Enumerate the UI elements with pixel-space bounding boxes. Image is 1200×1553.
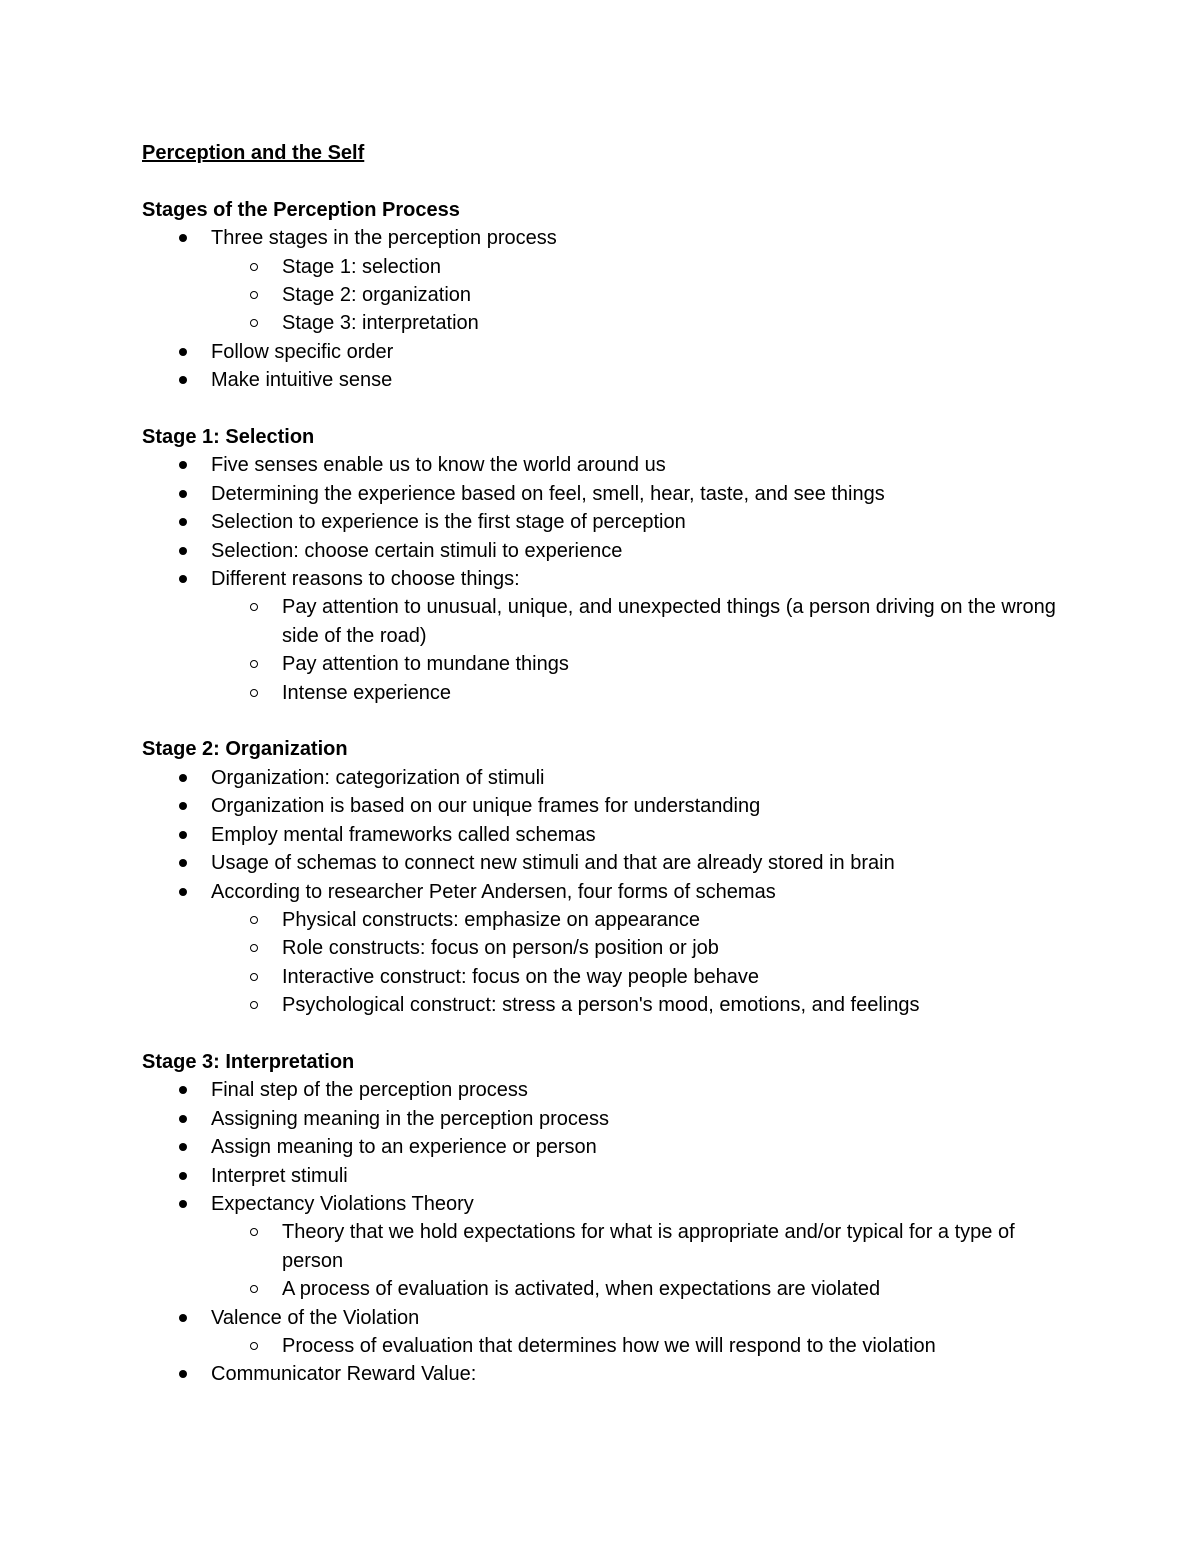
list-item-text: Different reasons to choose things: (211, 568, 520, 591)
sub-list-item (142, 1332, 1072, 1360)
filled-bullet-icon (179, 376, 187, 384)
filled-bullet-icon (179, 802, 187, 810)
hollow-bullet-icon (250, 660, 258, 668)
filled-bullet-icon (179, 1200, 187, 1208)
list-item (142, 1304, 1072, 1332)
filled-bullet-icon (179, 831, 187, 839)
list-item (142, 821, 1072, 849)
list-item-text: Assigning meaning in the perception process (211, 1107, 610, 1130)
list-item-text: Final step of the perception process (211, 1079, 528, 1102)
hollow-bullet-icon (250, 263, 258, 271)
hollow-bullet-icon (250, 1342, 258, 1350)
section (142, 423, 1072, 735)
bullet-list (142, 764, 1072, 1020)
sub-list-item-text: Role constructs: focus on person/s position or job (282, 937, 719, 960)
list-item (142, 508, 1072, 536)
document-title: Perception and the Self (142, 142, 365, 164)
spacer (142, 167, 1072, 195)
list-item-text: Determining the experience based on feel, smell, hear, taste, and see things (211, 482, 885, 505)
section-heading: Stage 3: Interpretation (142, 1050, 355, 1073)
hollow-bullet-icon (250, 689, 258, 697)
filled-bullet-icon (179, 1143, 187, 1151)
list-item (142, 366, 1072, 394)
sub-list-item (142, 281, 1072, 309)
filled-bullet-icon (179, 1086, 187, 1094)
section (142, 735, 1072, 1047)
list-item-text: According to researcher Peter Andersen, four forms of schemas (211, 880, 776, 903)
sub-list-item-text: Process of evaluation that determines how we will respond to the violation (282, 1335, 936, 1357)
list-item-text: Follow specific order (211, 340, 394, 363)
section-heading: Stage 2: Organization (142, 738, 348, 761)
list-item (142, 1360, 1072, 1388)
list-item (142, 338, 1072, 366)
filled-bullet-icon (179, 774, 187, 782)
sub-list-item (142, 1218, 1072, 1275)
list-item-text: Three stages in the perception process (211, 227, 557, 250)
list-item (142, 480, 1072, 508)
hollow-bullet-icon (250, 319, 258, 327)
list-item-text: Communicator Reward Value: (211, 1363, 477, 1386)
filled-bullet-icon (179, 1370, 187, 1378)
sub-list-item (142, 650, 1072, 678)
spacer (142, 707, 1072, 735)
list-item (142, 764, 1072, 792)
sub-list-item-text: Physical constructs: emphasize on appearance (282, 908, 701, 931)
list-item-text: Valence of the Violation (211, 1306, 420, 1329)
list-item-text: Usage of schemas to connect new stimuli and that are already stored in brain (211, 852, 895, 875)
list-item (142, 1076, 1072, 1104)
list-item-text: Interpret stimuli (211, 1164, 348, 1187)
sub-list-item (142, 991, 1072, 1019)
filled-bullet-icon (179, 234, 187, 242)
list-item (142, 565, 1072, 593)
section-heading: Stage 1: Selection (142, 426, 315, 449)
sub-list-item-text: Theory that we hold expectations for what is appropriate and/or typical for a type of person (282, 1221, 1015, 1272)
sub-list-item-text: Stage 3: interpretation (282, 312, 479, 335)
filled-bullet-icon (179, 348, 187, 356)
filled-bullet-icon (179, 1115, 187, 1123)
filled-bullet-icon (179, 1314, 187, 1322)
list-item (142, 537, 1072, 565)
list-item (142, 224, 1072, 252)
sub-list-item-text: Stage 2: organization (282, 284, 472, 307)
hollow-bullet-icon (250, 1228, 258, 1236)
filled-bullet-icon (179, 518, 187, 526)
sub-list-item (142, 593, 1072, 650)
sub-list-item (142, 679, 1072, 707)
sub-list-item-text: A process of evaluation is activated, when expectations are violated (282, 1278, 881, 1301)
sub-list-item (142, 309, 1072, 337)
list-item-text: Selection: choose certain stimuli to experience (211, 539, 623, 562)
hollow-bullet-icon (250, 973, 258, 981)
hollow-bullet-icon (250, 944, 258, 952)
list-item (142, 849, 1072, 877)
list-item (142, 451, 1072, 479)
filled-bullet-icon (179, 461, 187, 469)
spacer (142, 1020, 1072, 1048)
sub-list-item (142, 253, 1072, 281)
section (142, 196, 1072, 423)
sub-list-item-text: Interactive construct: focus on the way people behave (282, 965, 759, 988)
list-item-text: Organization: categorization of stimuli (211, 766, 545, 789)
sub-list-item (142, 1275, 1072, 1303)
list-item-text: Make intuitive sense (211, 369, 393, 392)
list-item (142, 878, 1072, 906)
filled-bullet-icon (179, 859, 187, 867)
list-item-text: Employ mental frameworks called schemas (211, 823, 596, 846)
bullet-list (142, 1076, 1072, 1388)
sub-list-item-text: Pay attention to unusual, unique, and unexpected things (a person driving on the wrong side of the road) (282, 596, 1056, 647)
list-item-text: Expectancy Violations Theory (211, 1192, 474, 1215)
section-heading: Stages of the Perception Process (142, 198, 460, 221)
section (142, 1048, 1072, 1389)
hollow-bullet-icon (250, 291, 258, 299)
hollow-bullet-icon (250, 1285, 258, 1293)
document-body (142, 139, 1072, 1389)
list-item-text: Organization is based on our unique frames for understanding (211, 795, 761, 818)
filled-bullet-icon (179, 1172, 187, 1180)
list-item (142, 792, 1072, 820)
list-item-text: Selection to experience is the first stage of perception (211, 511, 686, 534)
filled-bullet-icon (179, 547, 187, 555)
sub-list-item (142, 906, 1072, 934)
list-item-text: Five senses enable us to know the world around us (211, 454, 666, 477)
list-item (142, 1162, 1072, 1190)
bullet-list (142, 224, 1072, 394)
hollow-bullet-icon (250, 1001, 258, 1009)
hollow-bullet-icon (250, 603, 258, 611)
sub-list-item-text: Intense experience (282, 681, 452, 704)
filled-bullet-icon (179, 888, 187, 896)
filled-bullet-icon (179, 575, 187, 583)
list-item-text: Assign meaning to an experience or person (211, 1136, 597, 1159)
sub-list-item-text: Stage 1: selection (282, 255, 441, 278)
hollow-bullet-icon (250, 916, 258, 924)
list-item (142, 1105, 1072, 1133)
sub-list-item-text: Psychological construct: stress a person's mood, emotions, and feelings (282, 994, 920, 1017)
sub-list-item (142, 963, 1072, 991)
sub-list-item (142, 934, 1072, 962)
sub-list-item-text: Pay attention to mundane things (282, 653, 569, 676)
bullet-list (142, 451, 1072, 707)
list-item (142, 1190, 1072, 1218)
sections-container (142, 196, 1072, 1389)
filled-bullet-icon (179, 490, 187, 498)
list-item (142, 1133, 1072, 1161)
spacer (142, 395, 1072, 423)
